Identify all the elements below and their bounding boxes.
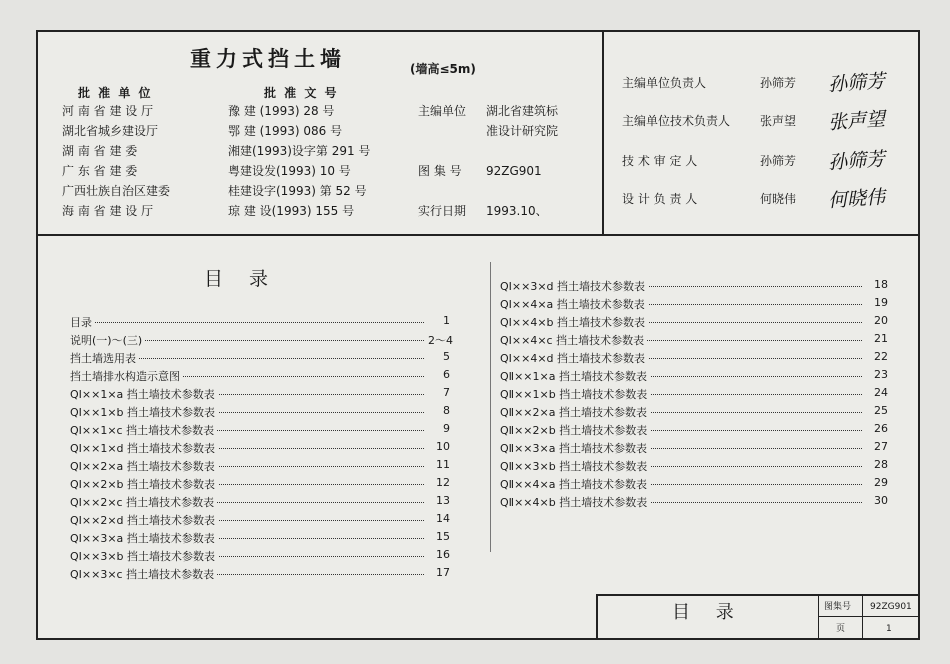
toc-entry-page: 25 <box>874 404 888 417</box>
toc-entry-label: QⅠ××4×d 挡土墙技术参数表 <box>500 350 648 366</box>
approval-doc: 粤建设发(1993) 10 号 <box>228 164 351 178</box>
drawing-sheet <box>36 30 920 640</box>
staff-name: 张声望 <box>760 114 797 128</box>
toc-entry <box>500 386 888 404</box>
toc-entry-page: 9 <box>443 422 450 435</box>
toc-entry-label: QⅠ××2×b 挡土墙技术参数表 <box>70 476 218 492</box>
date-value: 1993.10、 <box>486 204 548 218</box>
toc-entry-page: 22 <box>874 350 888 363</box>
toc-entry-label: QⅠ××4×b 挡土墙技术参数表 <box>500 314 648 330</box>
editor-label: 主编单位 <box>418 104 467 118</box>
toc-entry <box>70 458 450 476</box>
signature: 孙筛芳 <box>827 70 886 96</box>
signature: 何晓伟 <box>827 186 886 212</box>
toc-entry-label: 挡土墙排水构造示意图 <box>70 368 183 384</box>
toc-entry <box>500 494 888 512</box>
toc-entry-page: 21 <box>874 332 888 345</box>
toc-entry <box>70 368 450 386</box>
toc-entry-label: QⅠ××1×c 挡土墙技术参数表 <box>70 422 217 438</box>
toc-entry <box>70 476 450 494</box>
toc-entry-page: 26 <box>874 422 888 435</box>
titleblock-top <box>596 594 918 596</box>
titleblock-atlas-value: 92ZG901 <box>870 602 912 612</box>
toc-entry-label: QⅠ××3×b 挡土墙技术参数表 <box>70 548 218 564</box>
toc-entry <box>500 332 888 350</box>
header-divider <box>38 234 918 236</box>
staff-role: 主编单位负责人 <box>622 76 707 90</box>
toc-entry-page: 16 <box>436 548 450 561</box>
editor-value-line1: 湖北省建筑标 <box>486 104 559 118</box>
toc-entry-page: 8 <box>443 404 450 417</box>
titleblock-atlas-label: 图集号 <box>824 602 852 612</box>
staff-role: 设 计 负 责 人 <box>622 192 698 206</box>
titleblock-name: 目 录 <box>672 602 744 623</box>
toc-entry <box>70 440 450 458</box>
approval-doc-header: 批 准 文 号 <box>264 86 339 100</box>
toc-entry-label: QⅡ××1×a 挡土墙技术参数表 <box>500 368 650 384</box>
toc-entry-page: 19 <box>874 296 888 309</box>
toc-entry-page: 5 <box>443 350 450 363</box>
approval-doc: 桂建设字(1993) 第 52 号 <box>228 184 367 198</box>
toc-entry-label: QⅡ××3×a 挡土墙技术参数表 <box>500 440 650 456</box>
toc-entry-page: 14 <box>436 512 450 525</box>
toc-entry <box>70 332 453 350</box>
toc-entry-label: QⅠ××2×c 挡土墙技术参数表 <box>70 494 217 510</box>
titleblock-page-value: 1 <box>886 624 892 634</box>
toc-entry-page: 11 <box>436 458 450 471</box>
staff-name: 何晓伟 <box>760 192 797 206</box>
titleblock-divider <box>818 594 819 640</box>
toc-entry <box>70 494 450 512</box>
toc-entry-label: QⅡ××1×b 挡土墙技术参数表 <box>500 386 650 402</box>
toc-entry-label: 目录 <box>70 314 95 330</box>
approval-doc: 鄂 建 (1993) 086 号 <box>228 124 343 138</box>
toc-entry-label: QⅠ××3×c 挡土墙技术参数表 <box>70 566 217 582</box>
toc-entry-page: 27 <box>874 440 888 453</box>
toc-entry <box>500 350 888 368</box>
titleblock-left <box>596 594 598 640</box>
toc-entry <box>500 404 888 422</box>
toc-entry-label: QⅠ××3×a 挡土墙技术参数表 <box>70 530 218 546</box>
toc-entry <box>70 512 450 530</box>
toc-leader-dots <box>70 322 424 323</box>
toc-entry <box>70 350 450 368</box>
toc-entry-label: QⅡ××2×a 挡土墙技术参数表 <box>500 404 650 420</box>
titleblock-mid <box>818 616 918 617</box>
toc-entry-label: QⅠ××1×b 挡土墙技术参数表 <box>70 404 218 420</box>
approval-unit: 河 南 省 建 设 厅 <box>62 104 154 118</box>
toc-entry-page: 20 <box>874 314 888 327</box>
toc-entry-label: QⅠ××1×a 挡土墙技术参数表 <box>70 386 218 402</box>
approval-unit: 湖北省城乡建设厅 <box>62 124 159 138</box>
toc-entry-page: 23 <box>874 368 888 381</box>
toc-entry-label: QⅡ××3×b 挡土墙技术参数表 <box>500 458 650 474</box>
toc-entry-page: 28 <box>874 458 888 471</box>
toc-entry-label: QⅠ××4×c 挡土墙技术参数表 <box>500 332 647 348</box>
titleblock-page-label: 页 <box>836 624 846 634</box>
approval-doc: 琼 建 设(1993) 155 号 <box>228 204 355 218</box>
toc-entry <box>500 458 888 476</box>
approval-unit: 海 南 省 建 设 厅 <box>62 204 154 218</box>
staff-role: 主编单位技术负责人 <box>622 114 731 128</box>
toc-entry <box>70 314 450 332</box>
toc-entry-page: 13 <box>436 494 450 507</box>
toc-entry <box>500 314 888 332</box>
approval-unit: 广西壮族自治区建委 <box>62 184 171 198</box>
toc-entry-page: 6 <box>443 368 450 381</box>
approval-unit: 湖 南 省 建 委 <box>62 144 138 158</box>
toc-entry <box>500 278 888 296</box>
toc-entry-page: 7 <box>443 386 450 399</box>
editor-value-line2: 准设计研究院 <box>486 124 559 138</box>
approval-doc: 豫 建 (1993) 28 号 <box>228 104 335 118</box>
toc-entry-label: QⅠ××2×a 挡土墙技术参数表 <box>70 458 218 474</box>
toc-entry-label: QⅡ××4×b 挡土墙技术参数表 <box>500 494 650 510</box>
toc-entry-page: 18 <box>874 278 888 291</box>
document-title: 重力式挡土墙 <box>190 47 346 71</box>
date-label: 实行日期 <box>418 204 467 218</box>
toc-entry <box>70 548 450 566</box>
toc-entry <box>70 404 450 422</box>
toc-entry <box>500 422 888 440</box>
toc-heading: 目 录 <box>204 268 279 290</box>
toc-entry-page: 24 <box>874 386 888 399</box>
toc-entry-page: 1 <box>443 314 450 327</box>
toc-entry-page: 29 <box>874 476 888 489</box>
toc-entry-label: QⅠ××1×d 挡土墙技术参数表 <box>70 440 218 456</box>
toc-entry <box>70 530 450 548</box>
toc-entry <box>500 440 888 458</box>
atlas-value: 92ZG901 <box>486 164 542 178</box>
atlas-label: 图 集 号 <box>418 164 462 178</box>
toc-entry-page: 17 <box>436 566 450 579</box>
toc-entry-label: QⅠ××3×d 挡土墙技术参数表 <box>500 278 648 294</box>
toc-entry-label: QⅡ××4×a 挡土墙技术参数表 <box>500 476 650 492</box>
toc-entry <box>500 296 888 314</box>
toc-entry-label: QⅠ××2×d 挡土墙技术参数表 <box>70 512 218 528</box>
approval-unit: 广 东 省 建 委 <box>62 164 138 178</box>
header-column-divider <box>602 32 604 234</box>
toc-entry <box>70 566 450 584</box>
approval-unit-header: 批 准 单 位 <box>78 86 153 100</box>
toc-entry-page: 12 <box>436 476 450 489</box>
document-title-note: (墙高≤5m) <box>410 62 476 76</box>
staff-name: 孙筛芳 <box>760 76 797 90</box>
toc-entry-label: QⅡ××2×b 挡土墙技术参数表 <box>500 422 650 438</box>
toc-entry-page: 15 <box>436 530 450 543</box>
toc-column-divider <box>490 262 491 552</box>
signature: 张声望 <box>827 108 886 134</box>
signature: 孙筛芳 <box>827 148 886 174</box>
toc-entry <box>500 368 888 386</box>
toc-entry-label: QⅠ××4×a 挡土墙技术参数表 <box>500 296 648 312</box>
toc-entry-page: 10 <box>436 440 450 453</box>
staff-role: 技 术 审 定 人 <box>622 154 698 168</box>
toc-entry <box>500 476 888 494</box>
toc-entry-label: 说明(一)～(三) <box>70 332 145 348</box>
toc-entry-page: 2～4 <box>428 334 453 347</box>
titleblock-divider <box>862 594 863 640</box>
staff-name: 孙筛芳 <box>760 154 797 168</box>
toc-entry-label: 挡土墙选用表 <box>70 350 139 366</box>
toc-entry <box>70 422 450 440</box>
approval-doc: 湘建(1993)设字第 291 号 <box>228 144 371 158</box>
toc-entry <box>70 386 450 404</box>
toc-entry-page: 30 <box>874 494 888 507</box>
